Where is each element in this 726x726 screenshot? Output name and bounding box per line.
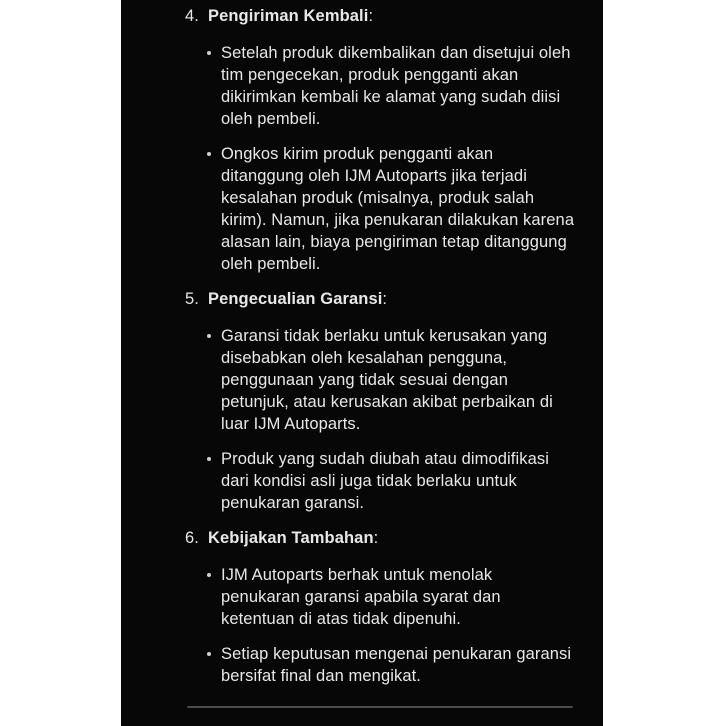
item-number: 5.	[185, 290, 199, 308]
item-title-wrap	[208, 527, 378, 549]
policy-item-heading	[185, 5, 575, 27]
policy-item-heading	[185, 288, 575, 310]
bullet-list	[185, 42, 575, 275]
bullet-text: Setiap keputusan mengenai penukaran garansi bersifat final dan mengikat.	[221, 645, 572, 685]
bullet-dot-icon	[207, 51, 211, 55]
dark-chat-screenshot	[121, 0, 603, 726]
item-number: 6.	[185, 529, 199, 547]
bullet-item	[185, 564, 575, 630]
policy-item-4	[185, 5, 575, 275]
bullet-dot-icon	[207, 334, 211, 338]
item-colon: :	[373, 529, 379, 547]
bullet-list	[185, 564, 575, 687]
item-title: Pengiriman Kembali	[208, 7, 369, 25]
section-divider	[187, 706, 573, 708]
policy-item-heading	[185, 527, 575, 549]
item-title: Kebijakan Tambahan	[208, 529, 374, 547]
policy-text-area[interactable]	[121, 0, 603, 708]
bullet-dot-icon	[207, 573, 211, 577]
bullet-list	[185, 325, 575, 514]
bullet-text: Produk yang sudah diubah atau dimodifikasi dari kondisi asli juga tidak berlaku untuk penukaran garansi.	[221, 450, 549, 512]
bullet-item	[185, 143, 575, 275]
item-colon: :	[368, 7, 374, 25]
bullet-text: Garansi tidak berlaku untuk kerusakan yang disebabkan oleh kesalahan pengguna, penggunaan yang tidak sesuai dengan petunjuk, atau kerusakan akibat perbaikan di luar IJM Autoparts.	[221, 327, 553, 433]
policy-item-6	[185, 527, 575, 687]
bullet-text: IJM Autoparts berhak untuk menolak penukaran garansi apabila syarat dan ketentuan di atas tidak dipenuhi.	[221, 566, 501, 628]
bullet-item	[185, 448, 575, 514]
bullet-item	[185, 325, 575, 435]
bullet-dot-icon	[207, 152, 211, 156]
bullet-item	[185, 643, 575, 687]
bullet-dot-icon	[207, 652, 211, 656]
policy-item-5	[185, 288, 575, 514]
item-title: Pengecualian Garansi	[208, 290, 383, 308]
item-title-wrap	[208, 5, 373, 27]
bullet-text: Setelah produk dikembalikan dan disetujui oleh tim pengecekan, produk pengganti akan dikirimkan kembali ke alamat yang sudah diisi oleh pembeli.	[221, 44, 571, 128]
bullet-dot-icon	[207, 457, 211, 461]
item-title-wrap	[208, 288, 387, 310]
bullet-text: Ongkos kirim produk pengganti akan ditanggung oleh IJM Autoparts jika terjadi kesalahan produk (misalnya, produk salah kirim). Namun, jika penukaran dilakukan karena alasan lain, biaya pengiriman tetap ditanggung oleh pembeli.	[221, 145, 575, 273]
bullet-item	[185, 42, 575, 130]
item-number: 4.	[185, 7, 199, 25]
item-colon: :	[382, 290, 388, 308]
